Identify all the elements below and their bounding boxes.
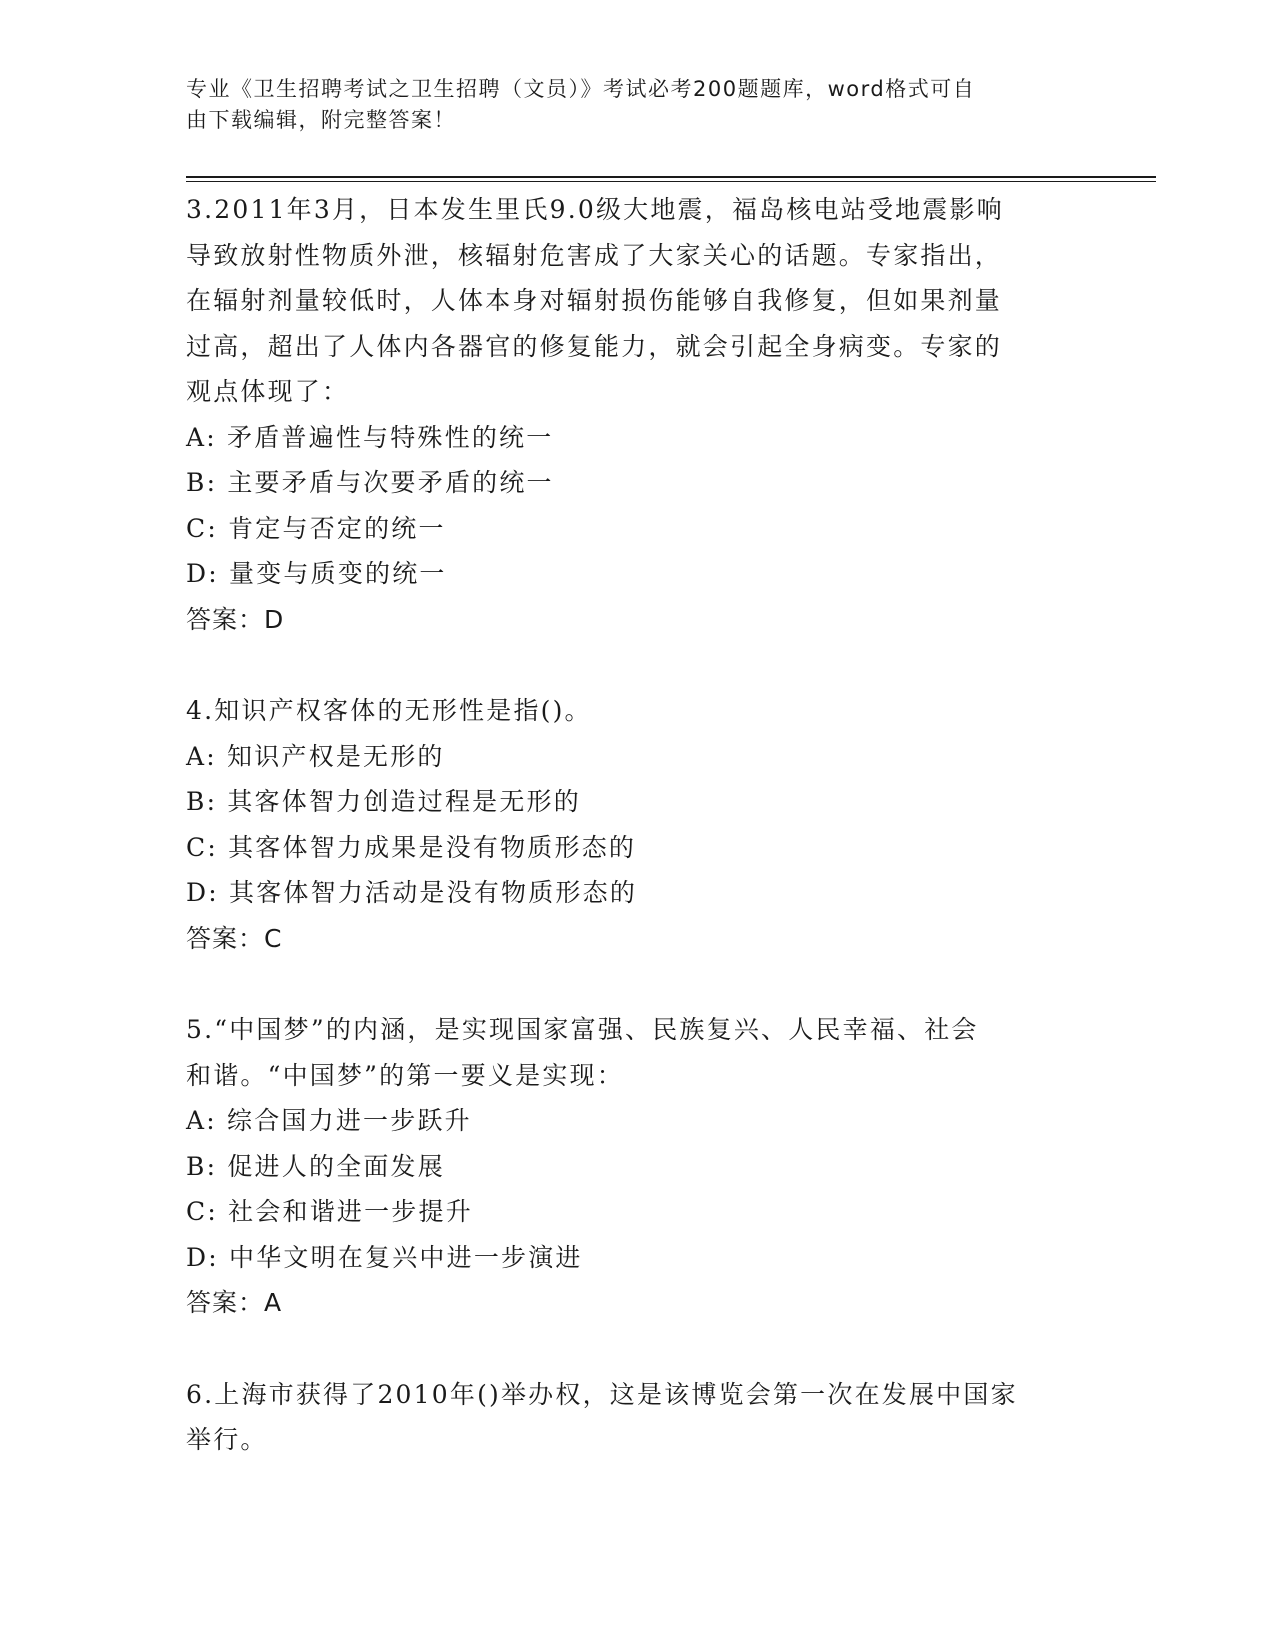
answer-label: 答案：C: [186, 923, 283, 953]
option-b: B: 主要矛盾与次要矛盾的统一: [186, 468, 554, 497]
answer-label: 答案：A: [186, 1288, 283, 1317]
question-list: [186, 187, 1086, 1509]
question-stem-line: 在辐射剂量较低时，人体本身对辐射损伤能够自我修复，但如果剂量: [186, 286, 1003, 315]
option-a: A: 矛盾普遍性与特殊性的统一: [186, 422, 554, 452]
document-header: [186, 74, 1066, 136]
header-line-1: 专业《卫生招聘考试之卫生招聘（文员）》考试必考200题题库，word格式可自: [186, 77, 976, 101]
option-b: B: 促进人的全面发展: [186, 1151, 445, 1181]
option-b: B: 其客体智力创造过程是无形的: [186, 787, 581, 816]
option-d: D: 量变与质变的统一: [186, 559, 447, 588]
option-c: C: 社会和谐进一步提升: [186, 1197, 473, 1226]
answer-label: 答案：D: [186, 604, 285, 634]
question-stem-line: 5.“中国梦”的内涵，是实现国家富强、民族复兴、人民幸福、社会: [186, 1015, 979, 1044]
question-stem-line: 举行。: [186, 1425, 268, 1454]
question-stem-line: 观点体现了：: [186, 377, 350, 406]
header-rule-thin: [186, 181, 1156, 182]
option-a: A: 知识产权是无形的: [186, 741, 445, 771]
question-6: [186, 1372, 1086, 1463]
question-3: [186, 187, 1086, 642]
option-a: A: 综合国力进一步跃升: [186, 1106, 472, 1135]
question-stem-line: 4.知识产权客体的无形性是指()。: [186, 696, 592, 725]
question-stem-line: 6.上海市获得了2010年()举办权，这是该博览会第一次在发展中国家: [186, 1379, 1018, 1409]
header-line-2: 由下载编辑，附完整答案！: [186, 108, 456, 132]
option-c: C: 其客体智力成果是没有物质形态的: [186, 832, 637, 862]
option-d: D: 中华文明在复兴中进一步演进: [186, 1242, 583, 1272]
option-d: D: 其客体智力活动是没有物质形态的: [186, 878, 638, 907]
option-c: C: 肯定与否定的统一: [186, 513, 446, 543]
question-5: [186, 1007, 1086, 1326]
question-stem-line: 3.2011年3月，日本发生里氏9.0级大地震，福岛核电站受地震影响: [186, 195, 1004, 224]
question-stem-line: 过高，超出了人体内各器官的修复能力，就会引起全身病变。专家的: [186, 331, 1003, 361]
question-4: [186, 688, 1086, 961]
question-stem-line: 导致放射性物质外泄，核辐射危害成了大家关心的话题。专家指出，: [186, 240, 1003, 270]
header-rule-thick: [186, 176, 1156, 178]
question-stem-line: 和谐。“中国梦”的第一要义是实现：: [186, 1060, 624, 1090]
